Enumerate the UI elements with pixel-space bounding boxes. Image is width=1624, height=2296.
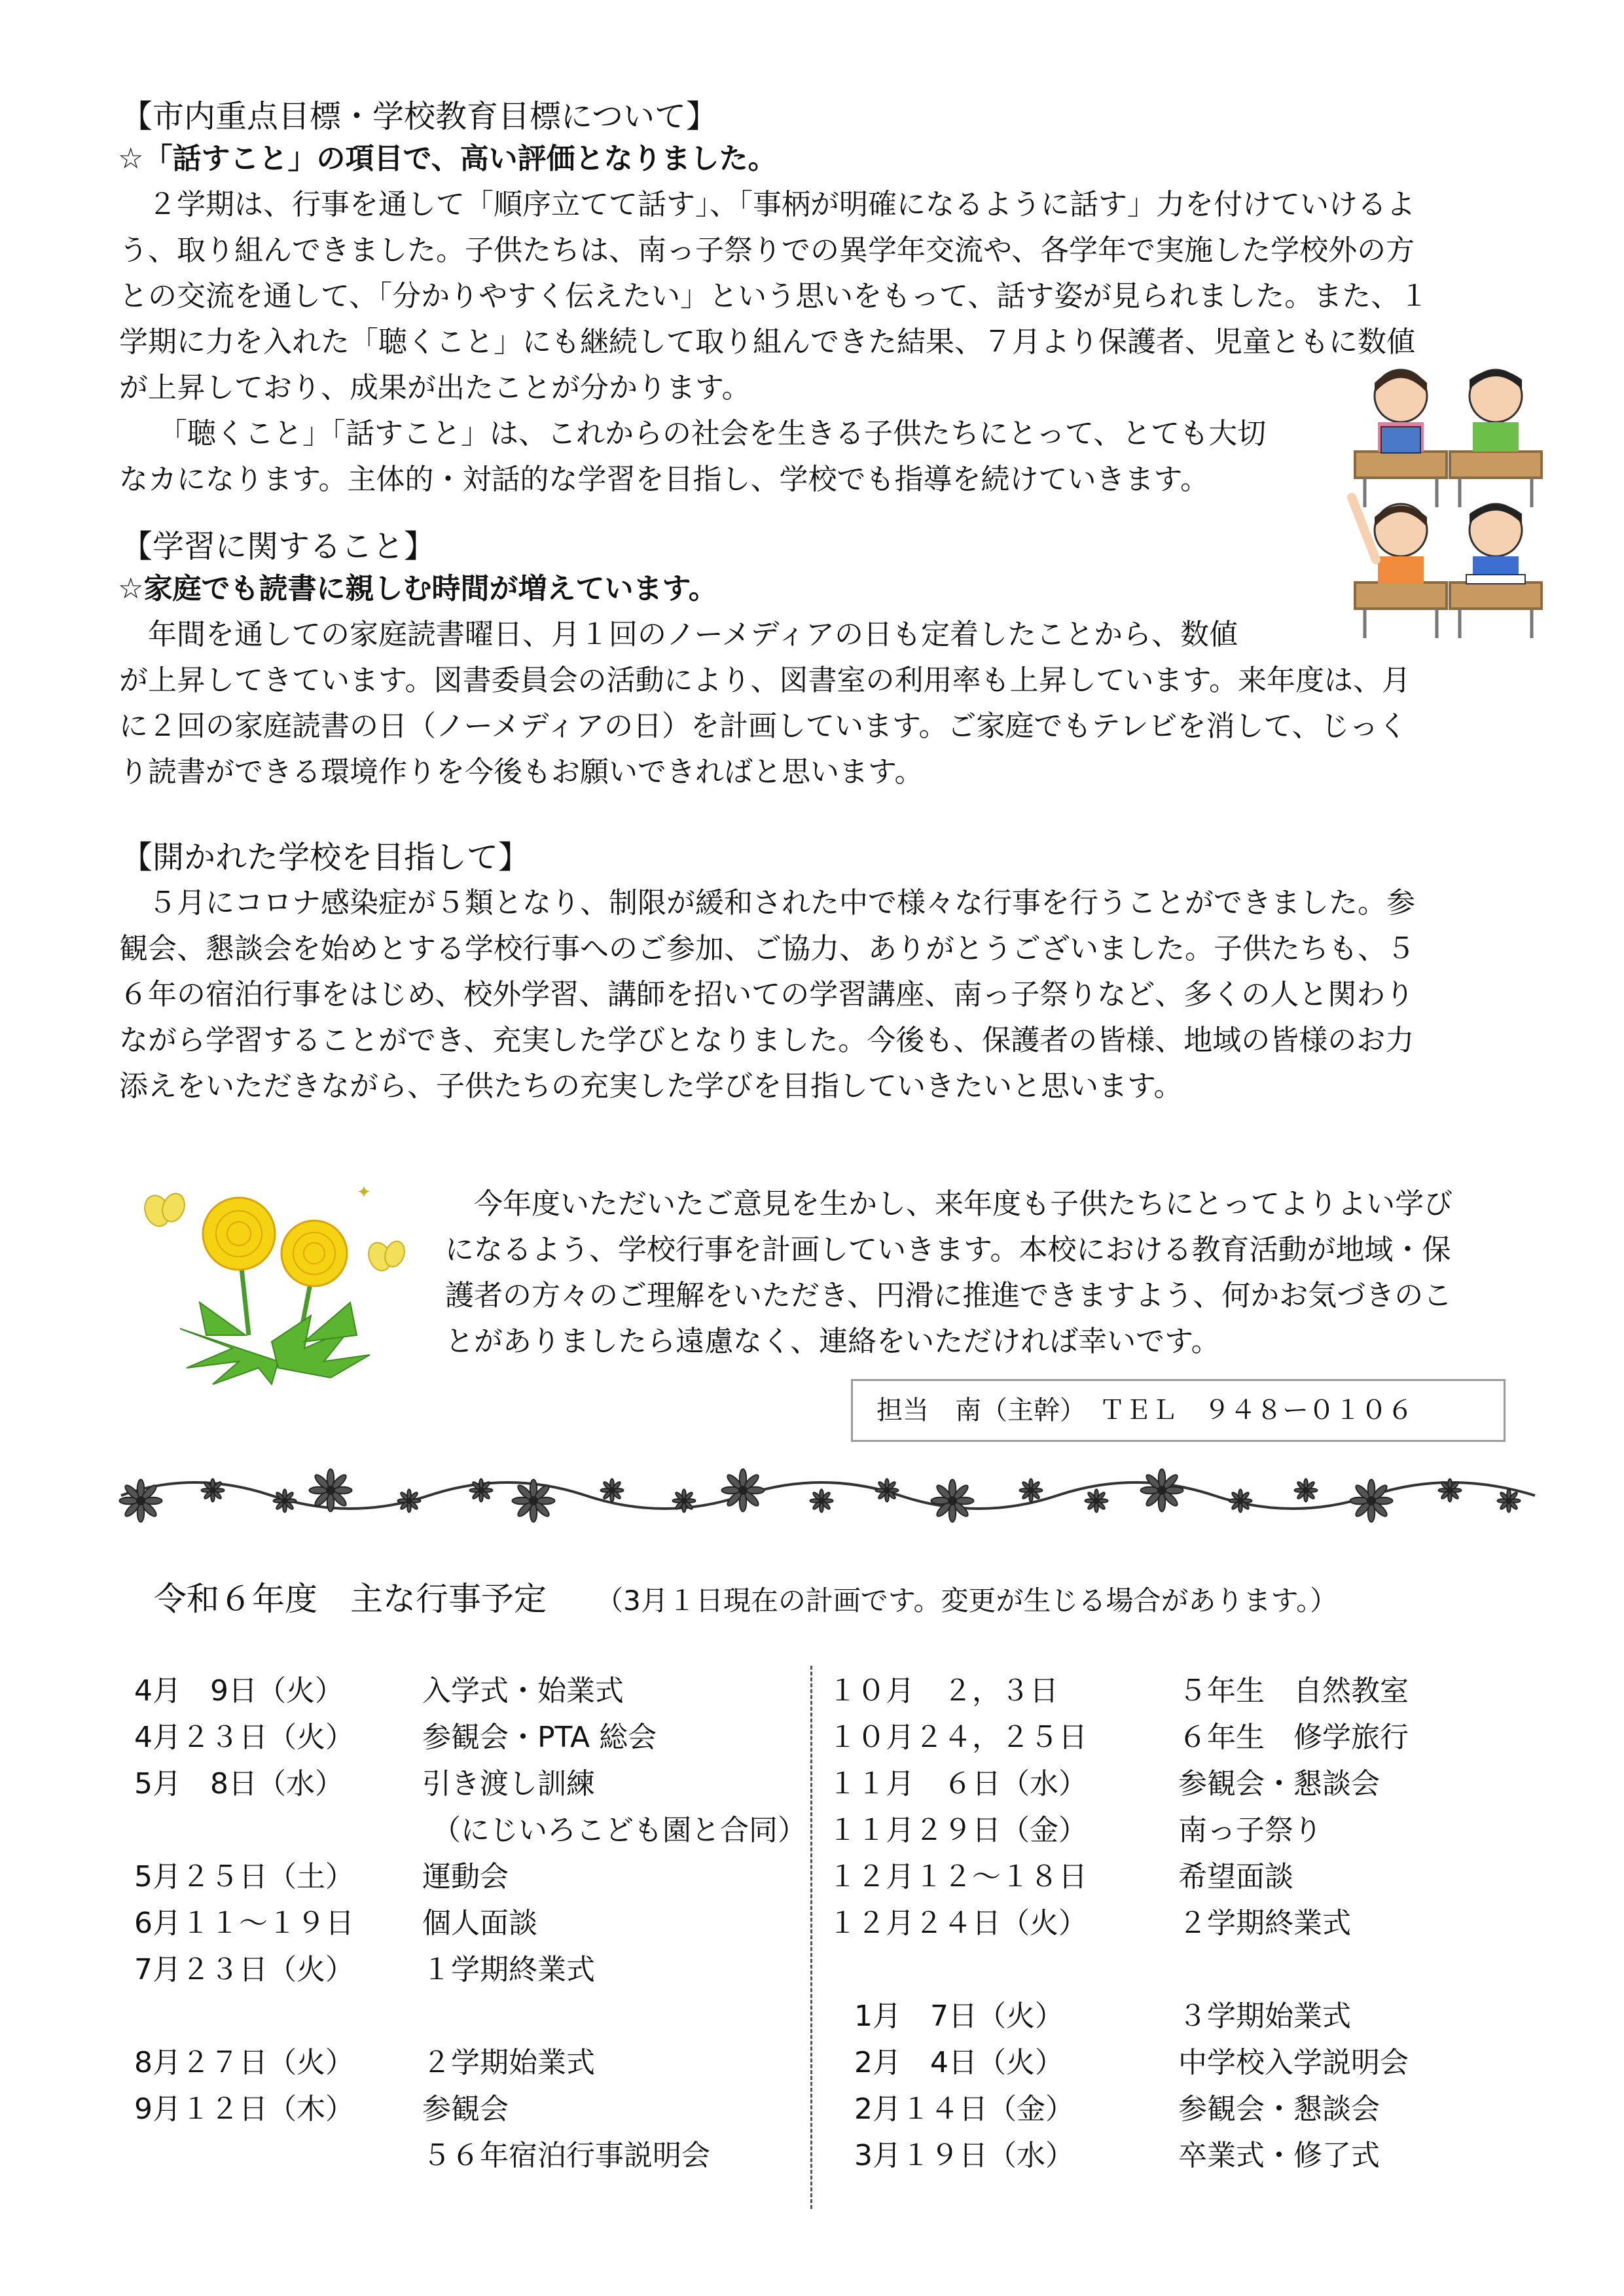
- flower-center: [282, 1498, 287, 1503]
- schedule-header: [154, 1576, 1337, 1624]
- schedule-left-column: [134, 1668, 806, 2191]
- contact-text: 担当 南（主幹） ＴＥＬ ９４８ー０１０６: [876, 1395, 1413, 1426]
- section1-subheading: ☆「話すこと」の項目で、高い評価となりました。: [118, 142, 777, 175]
- classroom-children-illustration: [1335, 367, 1551, 641]
- schedule-event: ５６年宿泊行事説明会: [422, 2139, 710, 2172]
- text-line: が上昇しており、成果が出たことが分かります。: [119, 371, 751, 404]
- schedule-event: 参観会・懇談会: [1178, 1767, 1380, 1801]
- schedule-event: 個人面談: [422, 1907, 537, 1940]
- closing-paragraph: [445, 1181, 1453, 1365]
- svg-text:✦: ✦: [357, 1183, 371, 1202]
- schedule-event: ２学期終業式: [1178, 1907, 1351, 1940]
- schedule-date: １０月 ２，３日: [828, 1674, 1058, 1708]
- flower-vine-divider: [115, 1456, 1542, 1535]
- schedule-event: 運動会: [422, 1860, 509, 1893]
- flower-center: [739, 1486, 747, 1494]
- schedule-event: （にじいろこども園と合同）: [432, 1814, 806, 1847]
- schedule-event: 卒業式・修了式: [1178, 2139, 1380, 2172]
- schedule-event: ６年生 修学旅行: [1178, 1721, 1409, 1754]
- schedule-date: １２月２４日（火）: [828, 1907, 1087, 1940]
- schedule-event: ３学期始業式: [1178, 2000, 1351, 2033]
- schedule-date: 6月１１～１９日: [134, 1907, 354, 1940]
- flower-center: [478, 1488, 484, 1493]
- section3-heading: 【開かれた学校を目指して】: [121, 839, 530, 876]
- schedule-date: 7月２３日（火）: [134, 1953, 354, 1986]
- schedule-event: 入学式・始業式: [422, 1674, 624, 1708]
- flower-center: [1303, 1488, 1308, 1493]
- schedule-event: 南っ子祭り: [1178, 1814, 1322, 1847]
- text-line: 年間を通しての家庭読書曜日、月１回のノーメディアの日も定着したことから、数値: [148, 618, 1238, 651]
- schedule-date: 2月１４日（金）: [854, 2092, 1074, 2126]
- schedule-date: 4月２３日（火）: [134, 1721, 354, 1754]
- section2-body: [119, 612, 1411, 795]
- schedule-event: ５年生 自然教室: [1178, 1674, 1409, 1708]
- schedule-date: １２月１２～１８日: [828, 1860, 1087, 1893]
- schedule-date: 5月 8日（水）: [134, 1767, 344, 1801]
- schedule-date: 8月２７日（火）: [134, 2046, 354, 2079]
- schedule-event: 希望面談: [1178, 1860, 1293, 1893]
- text-line: ５月にコロナ感染症が５類となり、制限が緩和された中で様々な行事を行うことができました。参: [148, 886, 1415, 920]
- text-line: り読書ができる環境作りを今後もお願いできればと思います。: [119, 755, 924, 789]
- flower-center: [137, 1497, 145, 1505]
- schedule-divider: [810, 1666, 812, 2209]
- text-line: 学期に力を入れた「聴くこと」にも継続して取り組んできた結果、７月より保護者、児童ともに数値: [119, 325, 1415, 359]
- text-line: 「聴くこと」「話すこと」は、これからの社会を生きる子供たちにとって、とても大切: [158, 417, 1267, 450]
- schedule-event: 参観会・PTA 総会: [422, 1721, 657, 1754]
- schedule-right-column: [828, 1668, 1548, 2191]
- schedule-event: 引き渡し訓練: [422, 1767, 595, 1801]
- schedule-event: ２学期始業式: [422, 2046, 595, 2079]
- text-line: 観会、懇談会を始めとする学校行事へのご参加、ご協力、ありがとうございました。子供たちも、５: [119, 932, 1415, 965]
- flower-center: [1447, 1488, 1453, 1493]
- text-line: 護者の方々のご理解をいただき、円滑に推進できますよう、何かお気づきのこ: [445, 1279, 1453, 1312]
- text-line: との交流を通して、「分かりやすく伝えたい」という思いをもって、話す姿が見られました。また、１: [119, 279, 1429, 313]
- schedule-date: １０月２４，２５日: [828, 1721, 1087, 1754]
- flower-center: [948, 1497, 956, 1505]
- text-line: とがありましたら遠慮なく、連絡をいただければ幸いです。: [445, 1325, 1220, 1358]
- contact-box: [851, 1379, 1506, 1442]
- schedule-event: 参観会: [422, 2092, 509, 2126]
- schedule-event: 中学校入学説明会: [1178, 2046, 1409, 2079]
- flower-center: [406, 1498, 412, 1503]
- schedule-title: 令和６年度 主な行事予定: [154, 1580, 547, 1618]
- flower-center: [884, 1488, 890, 1493]
- schedule-date: 2月 4日（火）: [854, 2046, 1064, 2079]
- text-line: になるよう、学校行事を計画していきます。本校における教育活動が地域・保: [445, 1233, 1451, 1266]
- text-line: 今年度いただいたご意見を生かし、来年度も子供たちにとってよりよい学び: [474, 1187, 1453, 1221]
- flower-center: [1238, 1498, 1243, 1503]
- flower-center: [327, 1486, 334, 1494]
- text-line: なカになります。主体的・対話的な学習を目指し、学校でも指導を続けていきます。: [119, 463, 1209, 496]
- section2-heading: 【学習に関すること】: [121, 528, 436, 565]
- text-line: に２回の家庭読書の日（ノーメディアの日）を計画しています。ご家庭でもテレビを消して、じっく: [119, 709, 1407, 743]
- flower-center: [1158, 1486, 1166, 1494]
- schedule-date: １１月 ６日（水）: [828, 1767, 1087, 1801]
- text-line: 添えをいただきながら、子供たちの充実した学びを目指していきたいと思います。: [119, 1069, 1183, 1103]
- flower-center: [530, 1497, 537, 1505]
- schedule-event: １学期終業式: [422, 1953, 595, 1986]
- schedule-event: 参観会・懇談会: [1178, 2092, 1380, 2126]
- schedule-date: 4月 9日（火）: [134, 1674, 344, 1708]
- text-line: ６年の宿泊行事をはじめ、校外学習、講師を招いての学習講座、南っ子祭りなど、多くの人と関わり: [119, 978, 1415, 1011]
- text-line: う、取り組んできました。子供たちは、南っ子祭りでの異学年交流や、各学年で実施した学校外の方: [119, 234, 1415, 267]
- schedule-date: 3月１９日（水）: [854, 2139, 1074, 2172]
- section3-body: [119, 880, 1415, 1109]
- text-line: が上昇してきています。図書委員会の活動により、図書室の利用率も上昇しています。来年度は、月: [119, 664, 1411, 697]
- flower-center: [1028, 1488, 1034, 1493]
- schedule-date: 5月２５日（土）: [134, 1860, 354, 1893]
- schedule-date: 9月１２日（木）: [134, 2092, 354, 2126]
- text-line: ながら学習することができ、充実した学びとなりました。今後も、保護者の皆様、地域の皆様のお力: [119, 1024, 1415, 1057]
- text-line: ２学期は、行事を通して「順序立てて話す」、「事柄が明確になるように話す」力を付けていけるよ: [148, 188, 1415, 221]
- flower-center: [1506, 1498, 1511, 1503]
- flower-center: [1094, 1498, 1099, 1503]
- flower-center: [819, 1498, 824, 1503]
- section2-subheading: ☆家庭でも読書に親しむ時間が増えています。: [118, 572, 717, 605]
- flower-center: [681, 1498, 687, 1503]
- flower-center: [1367, 1497, 1375, 1505]
- section1-heading: 【市内重点目標・学校教育目標について】: [121, 98, 718, 135]
- schedule-date: １１月２９日（金）: [828, 1814, 1087, 1847]
- flower-center: [210, 1488, 215, 1493]
- schedule-date: 1月 7日（火）: [854, 2000, 1064, 2033]
- flower-center: [609, 1488, 615, 1493]
- dandelion-illustration: [141, 1172, 416, 1388]
- schedule-note: （3月１日現在の計画です。変更が生じる場合があります。）: [596, 1585, 1338, 1617]
- section1-body: [119, 182, 1428, 503]
